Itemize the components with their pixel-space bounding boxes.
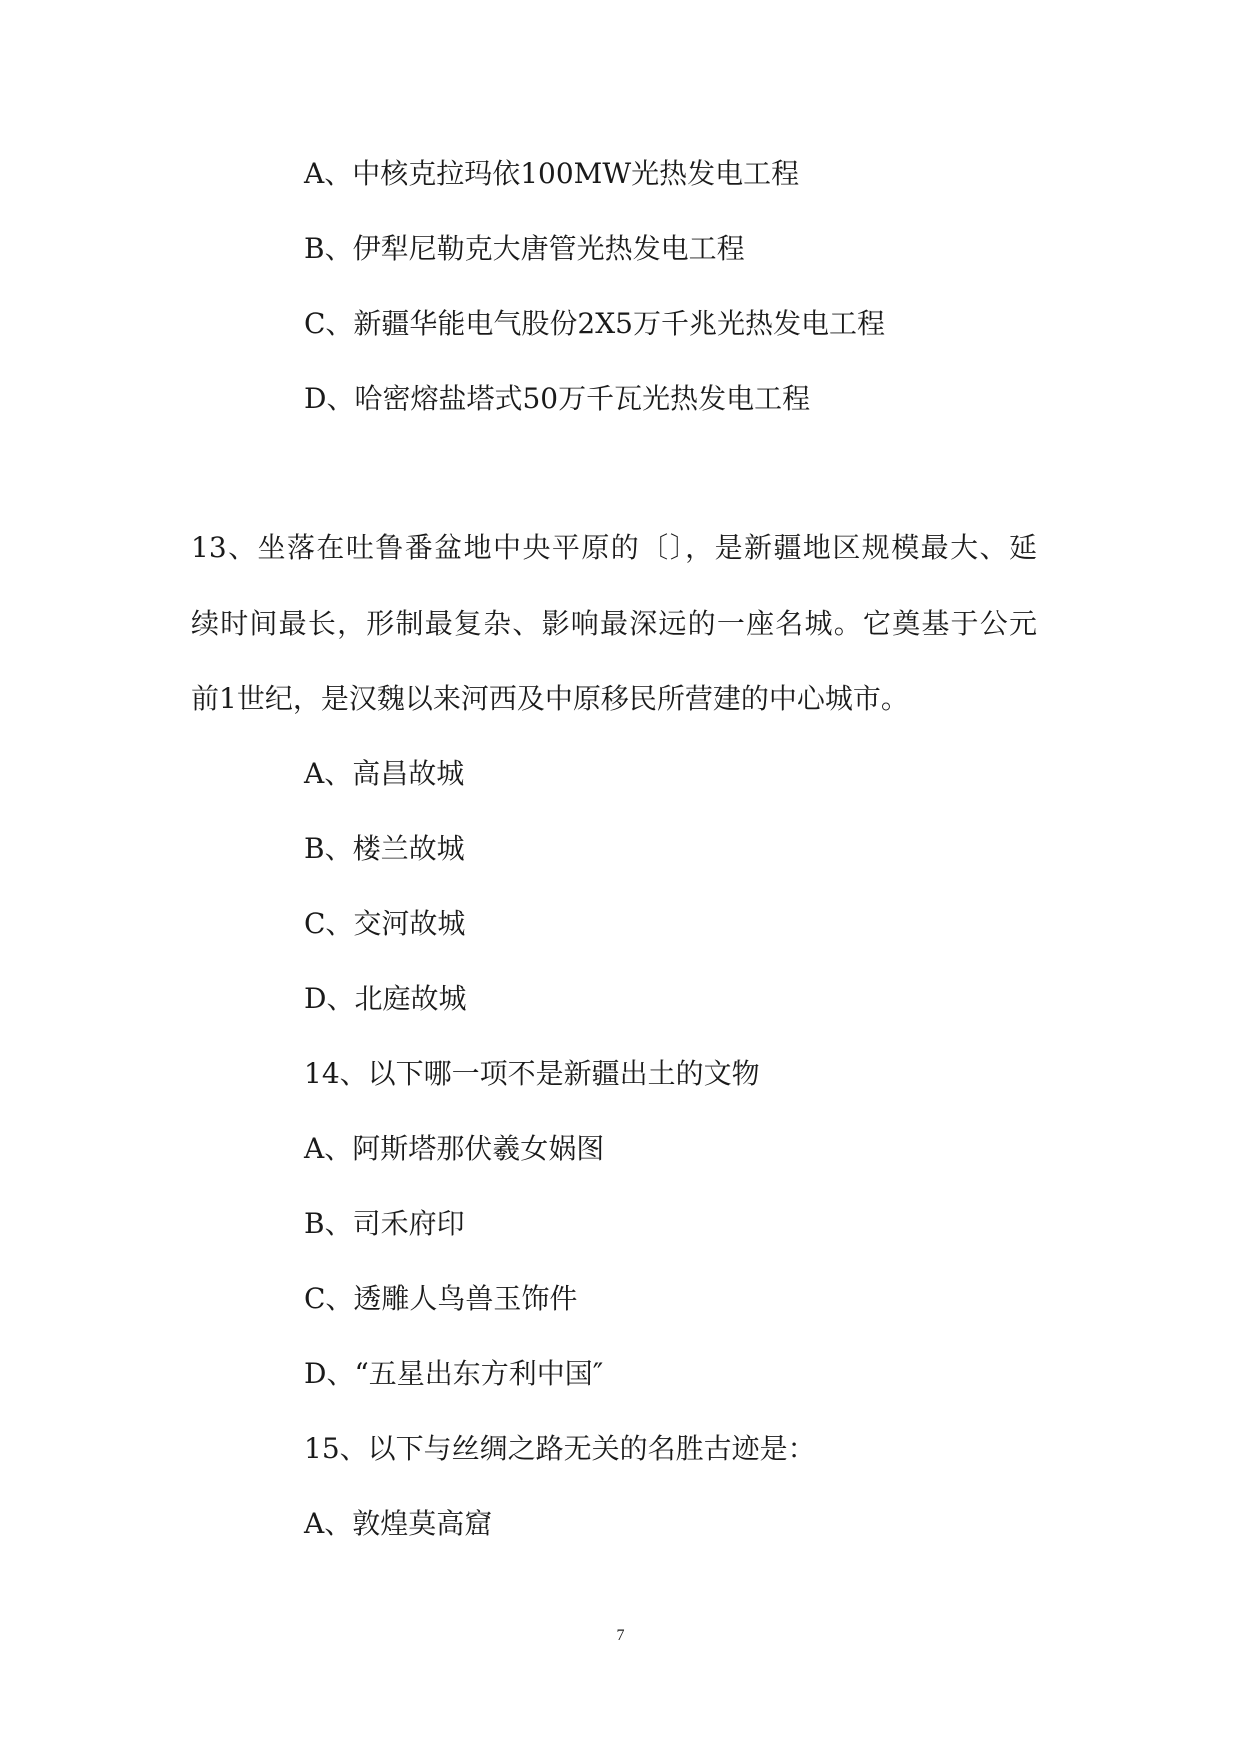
q14-option-d: D、“五星出东方利中国″: [304, 1357, 604, 1390]
q14-option-c: C、透雕人鸟兽玉饰件: [304, 1282, 578, 1315]
q13-question-line3: 前1世纪，是汉魏以来河西及中原移民所营建的中心城市。: [191, 682, 909, 715]
q13-option-a: A、高昌故城: [304, 757, 465, 790]
q12-option-a: A、中核克拉玛依100MW光热发电工程: [304, 157, 800, 190]
q14-question: 14、以下哪一项不是新疆出土的文物: [304, 1057, 760, 1090]
q13-option-b: B、楼兰故城: [304, 832, 465, 865]
q13-option-c: C、交河故城: [304, 907, 466, 940]
q13-question-line1: 13、坐落在吐鲁番盆地中央平原的〔〕，是新疆地区规模最大、延: [191, 531, 1037, 564]
q13-option-d: D、北庭故城: [304, 982, 467, 1015]
q12-option-c: C、新疆华能电气股份2X5万千兆光热发电工程: [304, 307, 885, 340]
q15-question: 15、以下与丝绸之路无关的名胜古迹是：: [304, 1432, 816, 1465]
q13-question-line2: 续时间最长，形制最复杂、影响最深远的一座名城。它奠基于公元: [191, 607, 1037, 640]
q14-option-a: A、阿斯塔那伏羲女娲图: [304, 1132, 605, 1165]
q12-option-d: D、哈密熔盐塔式50万千瓦光热发电工程: [304, 382, 811, 415]
page-number: 7: [616, 1627, 625, 1644]
q12-option-b: B、伊犁尼勒克大唐管光热发电工程: [304, 232, 745, 265]
q14-option-b: B、司禾府印: [304, 1207, 465, 1240]
q15-option-a: A、敦煌莫高窟: [304, 1507, 493, 1540]
